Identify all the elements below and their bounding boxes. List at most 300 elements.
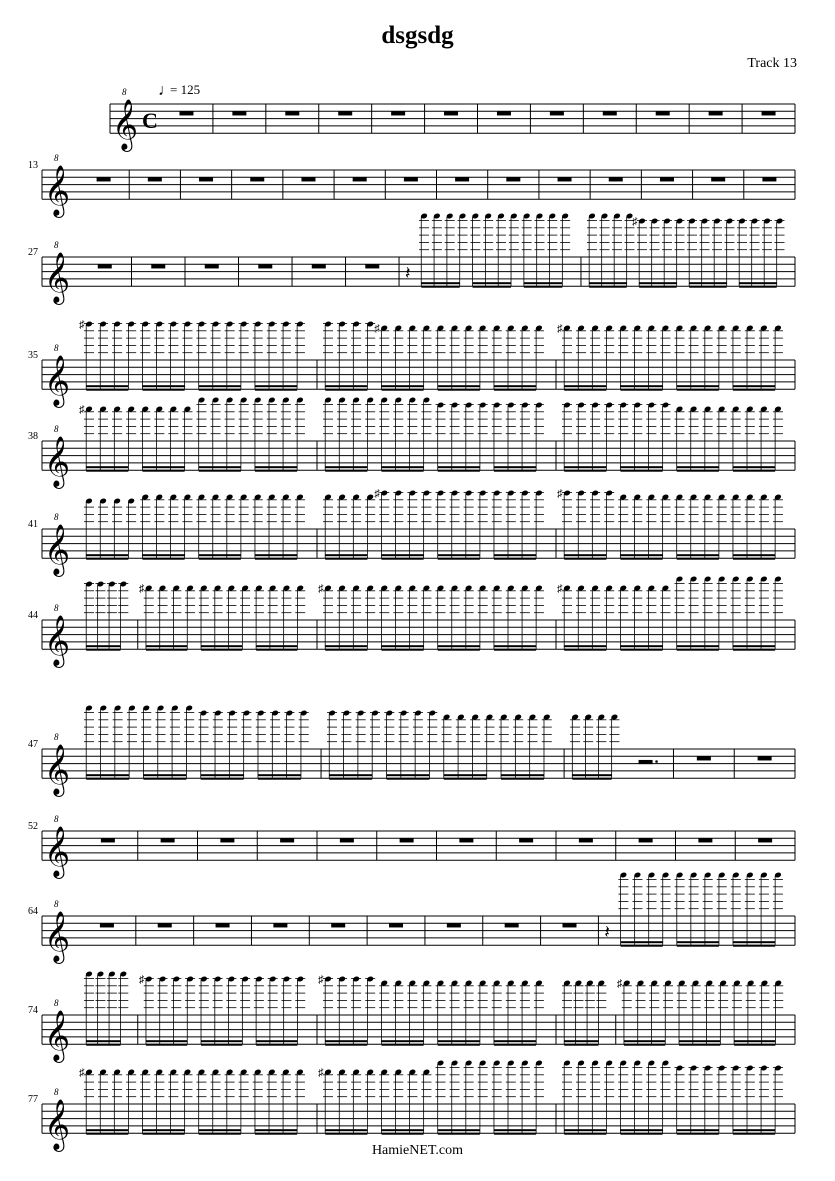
beam — [679, 1040, 720, 1042]
beam — [86, 389, 128, 391]
beam — [325, 1129, 367, 1131]
staff-system — [28, 319, 795, 408]
beam — [381, 389, 423, 391]
beam — [733, 945, 775, 947]
beam — [201, 1044, 242, 1046]
beam — [86, 1044, 120, 1046]
beam — [473, 286, 511, 288]
beam — [620, 554, 662, 556]
whole-rest — [506, 177, 520, 181]
beam — [689, 286, 727, 288]
beam — [387, 778, 430, 780]
beam — [564, 1044, 598, 1046]
treble-clef: 𝄞 — [44, 912, 71, 962]
whole-rest — [179, 111, 193, 115]
beam — [620, 389, 662, 391]
beam — [733, 470, 775, 472]
whole-rest — [698, 838, 712, 842]
beam — [438, 385, 480, 387]
whole-rest — [609, 177, 623, 181]
sharp-accidental: ♯ — [631, 216, 638, 228]
octave-mark: 8 — [122, 87, 127, 97]
beam — [473, 282, 511, 284]
whole-rest — [98, 264, 112, 268]
staff-system — [28, 1060, 795, 1153]
tempo-marking: = 125 — [170, 82, 201, 97]
beam — [146, 649, 187, 651]
beam — [142, 1129, 184, 1131]
beam — [572, 774, 611, 776]
beam — [146, 1044, 187, 1046]
beam — [258, 778, 301, 780]
staff-system — [28, 971, 795, 1064]
octave-mark: 8 — [54, 732, 59, 742]
beam — [494, 385, 536, 387]
treble-clef: 𝄞 — [44, 827, 71, 877]
beam — [143, 774, 186, 776]
beam — [142, 1133, 184, 1135]
beam — [421, 282, 459, 284]
beam — [494, 1129, 536, 1131]
staff-system — [28, 576, 795, 669]
beam — [524, 286, 562, 288]
beam — [86, 778, 129, 780]
whole-rest — [447, 923, 461, 927]
time-signature: C — [142, 107, 158, 133]
beam — [572, 778, 611, 780]
beam — [381, 1044, 423, 1046]
beam — [325, 554, 367, 556]
beam — [438, 1044, 480, 1046]
beam — [564, 1040, 598, 1042]
octave-mark: 8 — [54, 512, 59, 522]
beam — [438, 1040, 480, 1042]
whole-rest — [216, 923, 230, 927]
beam — [199, 470, 241, 472]
whole-rest — [258, 264, 272, 268]
beam — [421, 286, 459, 288]
beam — [733, 558, 775, 560]
beam — [734, 1040, 775, 1042]
beam — [255, 466, 297, 468]
treble-clef: 𝄞 — [112, 100, 139, 150]
beam — [733, 649, 775, 651]
beam — [86, 649, 120, 651]
beam — [325, 385, 367, 387]
staff-system — [28, 153, 795, 218]
whole-rest — [97, 177, 111, 181]
beam — [494, 649, 536, 651]
beam — [494, 1044, 536, 1046]
beam — [564, 645, 606, 647]
measure-number: 74 — [28, 1005, 38, 1016]
beam — [438, 554, 480, 556]
half-rest — [639, 760, 653, 764]
measure-number: 35 — [28, 350, 38, 361]
whole-rest — [331, 923, 345, 927]
sharp-accidental: ♯ — [318, 1067, 324, 1079]
sharp-accidental: ♯ — [79, 1067, 85, 1079]
beam — [621, 945, 663, 947]
beam — [733, 1133, 775, 1135]
beam — [255, 554, 297, 556]
beam — [620, 649, 662, 651]
beam — [677, 554, 719, 556]
sharp-accidental: ♯ — [557, 583, 563, 595]
beam — [677, 385, 719, 387]
beam — [199, 466, 241, 468]
beam — [564, 470, 606, 472]
beam — [201, 1040, 242, 1042]
whole-rest — [338, 111, 352, 115]
beam — [564, 558, 606, 560]
whole-rest — [391, 111, 405, 115]
whole-rest — [161, 838, 175, 842]
beam — [199, 389, 241, 391]
beam — [381, 558, 423, 560]
beam — [589, 282, 627, 284]
staff-system — [28, 705, 795, 798]
beam — [86, 385, 128, 387]
whole-rest — [660, 177, 674, 181]
beam — [444, 778, 487, 780]
beam — [381, 466, 423, 468]
beam — [325, 1040, 367, 1042]
staff-system — [28, 397, 795, 490]
whole-rest — [497, 111, 511, 115]
whole-rest — [758, 756, 772, 760]
beam — [639, 282, 677, 284]
beam — [733, 466, 775, 468]
measure-number: 52 — [28, 821, 38, 832]
beam — [564, 389, 606, 391]
sharp-accidental: ♯ — [374, 323, 380, 335]
beam — [325, 470, 367, 472]
beam — [564, 466, 606, 468]
beam — [329, 774, 372, 776]
whole-rest — [312, 264, 326, 268]
beam — [381, 1040, 423, 1042]
beam — [146, 1040, 187, 1042]
sharp-accidental: ♯ — [138, 583, 145, 595]
whole-rest — [301, 177, 315, 181]
beam — [199, 558, 241, 560]
whole-rest — [100, 923, 114, 927]
beam — [677, 470, 719, 472]
beam — [639, 286, 677, 288]
octave-mark: 8 — [54, 1087, 59, 1097]
beam — [677, 645, 719, 647]
staff-system — [28, 872, 795, 965]
treble-clef: 𝄞 — [44, 253, 71, 303]
quarter-rest: 𝄽 — [405, 262, 411, 283]
octave-mark: 8 — [54, 814, 59, 824]
measure-number: 44 — [28, 610, 38, 621]
beam — [494, 466, 536, 468]
beam — [624, 1040, 665, 1042]
beam — [689, 282, 727, 284]
beam — [734, 1044, 775, 1046]
beam — [438, 649, 480, 651]
staff-system — [28, 488, 795, 577]
beam — [325, 1044, 367, 1046]
beam — [86, 470, 128, 472]
treble-clef: 𝄞 — [44, 616, 71, 666]
treble-clef: 𝄞 — [44, 745, 71, 795]
beam — [255, 470, 297, 472]
beam — [325, 649, 367, 651]
beam — [258, 774, 301, 776]
whole-rest — [250, 177, 264, 181]
beam — [201, 645, 242, 647]
whole-rest — [353, 177, 367, 181]
beam — [564, 1129, 606, 1131]
whole-rest — [550, 111, 564, 115]
whole-rest — [404, 177, 418, 181]
beam — [438, 389, 480, 391]
beam — [501, 774, 544, 776]
beam — [621, 941, 663, 943]
beam — [86, 645, 120, 647]
beam — [86, 1040, 120, 1042]
beam — [677, 1133, 719, 1135]
sharp-accidental: ♯ — [616, 978, 623, 990]
whole-rest — [639, 838, 653, 842]
sharp-accidental: ♯ — [79, 404, 85, 416]
track-label: Track 13 — [747, 56, 797, 71]
sharp-accidental: ♯ — [557, 488, 563, 500]
beam — [255, 389, 297, 391]
beam — [739, 286, 777, 288]
beam — [733, 385, 775, 387]
whole-rest — [459, 838, 473, 842]
whole-rest — [232, 111, 246, 115]
octave-mark: 8 — [54, 603, 59, 613]
beam — [142, 389, 184, 391]
beam — [494, 558, 536, 560]
beam — [733, 1129, 775, 1131]
beam — [201, 649, 242, 651]
whole-rest — [199, 177, 213, 181]
beam — [624, 1044, 665, 1046]
measure-number: 13 — [28, 160, 38, 171]
beam — [438, 1133, 480, 1135]
beam — [381, 1133, 423, 1135]
octave-mark: 8 — [54, 153, 59, 163]
beam — [739, 282, 777, 284]
whole-rest — [558, 177, 572, 181]
measure-number: 41 — [28, 519, 38, 530]
beam — [564, 385, 606, 387]
whole-rest — [444, 111, 458, 115]
beam — [494, 645, 536, 647]
beam — [677, 1129, 719, 1131]
whole-rest — [340, 838, 354, 842]
beam — [438, 645, 480, 647]
whole-rest — [273, 923, 287, 927]
beam — [733, 554, 775, 556]
beam — [501, 778, 544, 780]
beam — [142, 466, 184, 468]
beam — [620, 466, 662, 468]
beam — [677, 389, 719, 391]
whole-rest — [505, 923, 519, 927]
whole-rest — [758, 838, 772, 842]
beam — [677, 558, 719, 560]
score-title: dsgsdg — [381, 22, 454, 49]
beam — [620, 558, 662, 560]
sharp-accidental: ♯ — [318, 583, 324, 595]
whole-rest — [280, 838, 294, 842]
beam — [256, 649, 297, 651]
beam — [444, 774, 487, 776]
beam — [438, 466, 480, 468]
measure-number: 77 — [28, 1094, 38, 1105]
beam — [677, 945, 719, 947]
treble-clef: 𝄞 — [44, 356, 71, 406]
measure-number: 64 — [28, 906, 38, 917]
beam — [256, 1040, 297, 1042]
octave-mark: 8 — [54, 998, 59, 1008]
staff-system — [110, 82, 795, 152]
footer-credit: HamieNET.com — [371, 1143, 464, 1158]
treble-clef: 𝄞 — [44, 437, 71, 487]
whole-rest — [519, 838, 533, 842]
treble-clef: 𝄞 — [44, 1100, 71, 1150]
beam — [733, 941, 775, 943]
whole-rest — [148, 177, 162, 181]
beam — [564, 554, 606, 556]
whole-rest — [220, 838, 234, 842]
sharp-accidental: ♯ — [318, 974, 324, 986]
beam — [255, 1129, 297, 1131]
whole-rest — [455, 177, 469, 181]
beam — [143, 778, 186, 780]
beam — [325, 558, 367, 560]
beam — [381, 385, 423, 387]
beam — [620, 1133, 662, 1135]
beam — [325, 1133, 367, 1135]
whole-rest — [711, 177, 725, 181]
treble-clef: 𝄞 — [44, 1011, 71, 1061]
beam — [438, 1129, 480, 1131]
beam — [679, 1044, 720, 1046]
beam — [86, 554, 128, 556]
beam — [86, 558, 128, 560]
whole-rest — [158, 923, 172, 927]
measure-number: 38 — [28, 431, 38, 442]
beam — [86, 774, 129, 776]
beam — [438, 470, 480, 472]
whole-rest — [562, 923, 576, 927]
whole-rest — [389, 923, 403, 927]
beam — [589, 286, 627, 288]
sharp-accidental: ♯ — [557, 323, 563, 335]
beam — [255, 558, 297, 560]
beam — [620, 470, 662, 472]
beam — [677, 941, 719, 943]
beam — [524, 282, 562, 284]
octave-mark: 8 — [54, 343, 59, 353]
beam — [325, 466, 367, 468]
whole-rest — [151, 264, 165, 268]
beam — [564, 649, 606, 651]
beam — [677, 466, 719, 468]
tempo-note-icon: ♩ — [158, 82, 174, 99]
beam — [381, 649, 423, 651]
beam — [255, 385, 297, 387]
whole-rest — [697, 756, 711, 760]
whole-rest — [579, 838, 593, 842]
beam — [142, 385, 184, 387]
treble-clef: 𝄞 — [44, 166, 71, 216]
beam — [494, 554, 536, 556]
beam — [620, 645, 662, 647]
beam — [564, 1133, 606, 1135]
beam — [199, 1133, 241, 1135]
beam — [677, 649, 719, 651]
beam — [325, 389, 367, 391]
sharp-accidental: ♯ — [138, 974, 145, 986]
beam — [256, 645, 297, 647]
beam — [199, 1129, 241, 1131]
beam — [494, 389, 536, 391]
beam — [381, 1129, 423, 1131]
beam — [620, 385, 662, 387]
beam — [438, 558, 480, 560]
sharp-accidental: ♯ — [374, 488, 380, 500]
beam — [494, 1133, 536, 1135]
beam — [256, 1044, 297, 1046]
beam — [201, 774, 244, 776]
beam — [620, 1129, 662, 1131]
beam — [199, 554, 241, 556]
beam — [381, 470, 423, 472]
beam — [325, 645, 367, 647]
whole-rest — [603, 111, 617, 115]
whole-rest — [656, 111, 670, 115]
whole-rest — [205, 264, 219, 268]
whole-rest — [400, 838, 414, 842]
beam — [86, 1133, 128, 1135]
sharp-accidental: ♯ — [79, 319, 85, 331]
whole-rest — [101, 838, 115, 842]
beam — [142, 558, 184, 560]
treble-clef: 𝄞 — [44, 525, 71, 575]
beam — [142, 470, 184, 472]
staff-system — [28, 814, 795, 879]
beam — [329, 778, 372, 780]
beam — [86, 466, 128, 468]
quarter-rest: 𝄽 — [604, 921, 610, 942]
beam — [255, 1133, 297, 1135]
beam — [199, 385, 241, 387]
beam — [733, 389, 775, 391]
beam — [201, 778, 244, 780]
whole-rest — [762, 177, 776, 181]
staff-system — [28, 213, 795, 306]
beam — [146, 645, 187, 647]
whole-rest — [285, 111, 299, 115]
beam — [142, 554, 184, 556]
beam — [733, 645, 775, 647]
whole-rest — [762, 111, 776, 115]
beam — [494, 1040, 536, 1042]
octave-mark: 8 — [54, 240, 59, 250]
octave-mark: 8 — [54, 899, 59, 909]
beam — [387, 774, 430, 776]
whole-rest — [709, 111, 723, 115]
